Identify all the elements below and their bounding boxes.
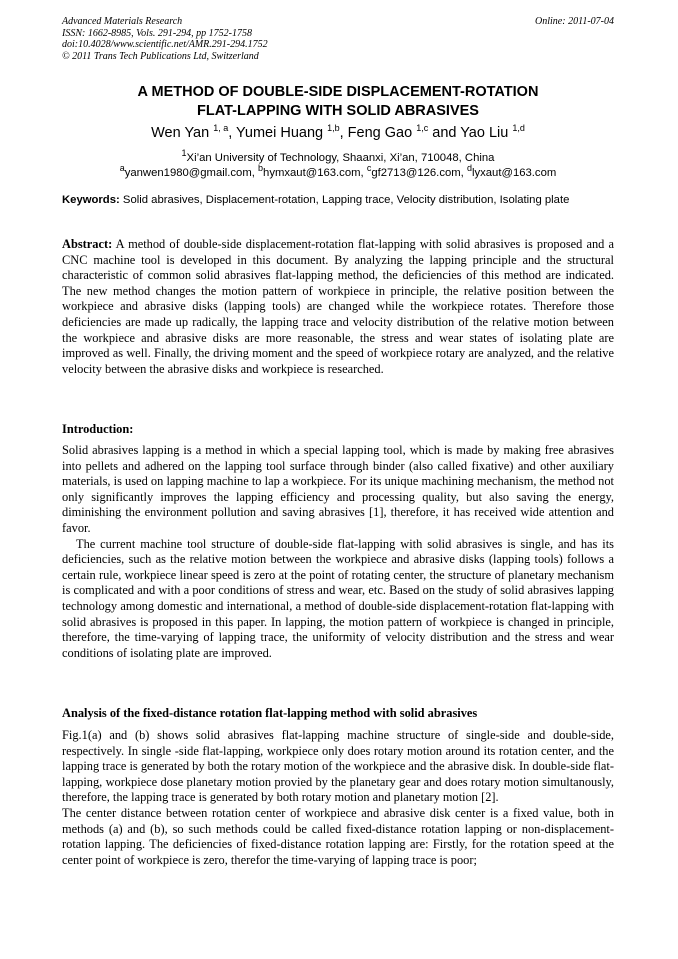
introduction-body (62, 443, 614, 661)
analysis-body (62, 728, 614, 868)
author-1-sup: 1, a (213, 123, 229, 134)
author-4: and Yao Liu (432, 125, 513, 141)
author-4-sup: 1,d (512, 123, 525, 134)
affiliation-sup: 1 (181, 148, 187, 159)
doi-line: doi:10.4028/www.scientific.net/AMR.291-294.1752 (62, 39, 268, 50)
email-a-sup: a (119, 162, 125, 173)
affiliation-line (62, 148, 614, 166)
introduction-paragraph-2: The current machine tool structure of double-side flat-lapping with solid abrasives is single, and has its deficiencies, such as the relative motion between the workpiece and abrasive disks (lapping tools) follows a certain rule, workpiece linear speed is zero at the point of rotating center, the structure of planetary mechanism is complicated and with a poor conditions of stress and wear, etc. Based on the study of solid abrasives lapping technology among domestic and international, a method of double-side displacement-rotation flat-lapping with solid abrasives is proposed in this paper. In lapping, the motion pattern of workpiece is changed in principle, therefore, the time-varying of lapping trace, the uniformity of velocity distribution and the stress and wear conditions of isolating plate are improved. (62, 536, 614, 660)
institution: Xi’an University of Technology, Shaanxi, Xi’an, 710048, China (186, 152, 495, 164)
email-line (62, 162, 614, 181)
title-line-2: FLAT-LAPPING WITH SOLID ABRASIVES (197, 103, 479, 119)
abstract-text: A method of double-side displacement-rotation flat-lapping with solid abrasives is proposed and a CNC machine tool is developed in this document. By analyzing the lapping principle and the structural characteristic of common solid abrasives flat-lapping method, the deficiencies of this method are indicated. The new method changes the motion pattern of workpiece in principle, the relative position between the workpiece and abrasive disks (lapping tools) are changed while the workpiece rotates. Therefore those deficiencies are made up radically, the lapping trace and velocity distribution of the relative motion between the workpiece and abrasive disks are more reasonable, the stress and wear states of isolating plate are improved as well. Finally, the driving moment and the speed of workpiece rotary are analyzed, and the relative velocity between the abrasive disks and workpiece is researched. (62, 237, 614, 376)
author-2: , Yumei Huang (228, 125, 328, 141)
analysis-paragraph-1: Fig.1(a) and (b) shows solid abrasives flat-lapping machine structure of single-side and double-side, respectively. In single -side flat-lapping, workpiece only does rotary motion around its rotation center, and the lapping trace is generated by both the rotary motion of the workpiece and the abrasive disk. In double-side flat-lapping, workpiece dose planetary motion provied by the planetary gear and does rotary motion simultanously, therefore, the lapping trace is generated by both rotary motion and planetary motion [2]. (62, 728, 614, 805)
author-3: , Feng Gao (339, 125, 417, 141)
email-c: gf2713@126.com, (371, 166, 467, 179)
author-1: Wen Yan (151, 125, 214, 141)
keywords (62, 193, 614, 207)
author-list (62, 124, 614, 142)
issn-line: ISSN: 1662-8985, Vols. 291-294, pp 1752-1758 (62, 27, 252, 39)
email-d-sup: d (466, 162, 472, 173)
title-line-1: A METHOD OF DOUBLE-SIDE DISPLACEMENT-ROTATION (137, 84, 539, 100)
analysis-paragraph-2: The center distance between rotation center of workpiece and abrasive disk center is a fixed value, both in methods (a) and (b), so such methods could be called fixed-distance rotation lapping or non-displacement-rotation lapping. The deficiencies of fixed-distance rotation lapping are: Firstly, for the rotation speed at the center point of workpiece is zero, therefor the time-varying of lapping trace is poor; (62, 805, 614, 867)
affiliation-block (62, 148, 614, 180)
journal-name: Advanced Materials Research (62, 16, 183, 27)
keywords-text: Solid abrasives, Displacement-rotation, Lapping trace, Velocity distribution, Isolating plate (119, 194, 570, 206)
copyright-line: © 2011 Trans Tech Publications Ltd, Switzerland (62, 50, 259, 62)
email-a: yanwen1980@gmail.com, (124, 166, 259, 179)
online-date: Online: 2011-07-04 (535, 16, 614, 27)
analysis-heading: Analysis of the fixed-distance rotation flat-lapping method with solid abrasives (62, 706, 478, 720)
journal-header (62, 16, 614, 62)
abstract (62, 237, 614, 377)
email-c-sup: c (366, 162, 372, 173)
introduction-paragraph-1: Solid abrasives lapping is a method in which a special lapping tool, which is made by making free abrasives into pellets and adhered on the lapping tool surface through binder (also called fixative) and other auxiliary materials, is used on lapping machine to lap a workpiece. For its unique machining mechanism, the method not only significantly improves the lapping efficiency and processing quality, but also saving the energy, diminishing the environment pollution and saving abrasives [1], therefore, it has received wide attention and favor. (62, 443, 614, 535)
paper-title (62, 83, 614, 121)
email-b: hymxaut@163.com, (263, 166, 367, 179)
keywords-label: Keywords: (62, 194, 120, 206)
author-2-sup: 1,b (327, 123, 340, 134)
abstract-paragraph (62, 237, 614, 377)
abstract-label: Abstract: (62, 237, 113, 251)
email-d: lyxaut@163.com (471, 166, 557, 179)
introduction-heading: Introduction: (62, 422, 134, 436)
author-3-sup: 1,c (416, 123, 429, 134)
email-b-sup: b (258, 162, 264, 173)
